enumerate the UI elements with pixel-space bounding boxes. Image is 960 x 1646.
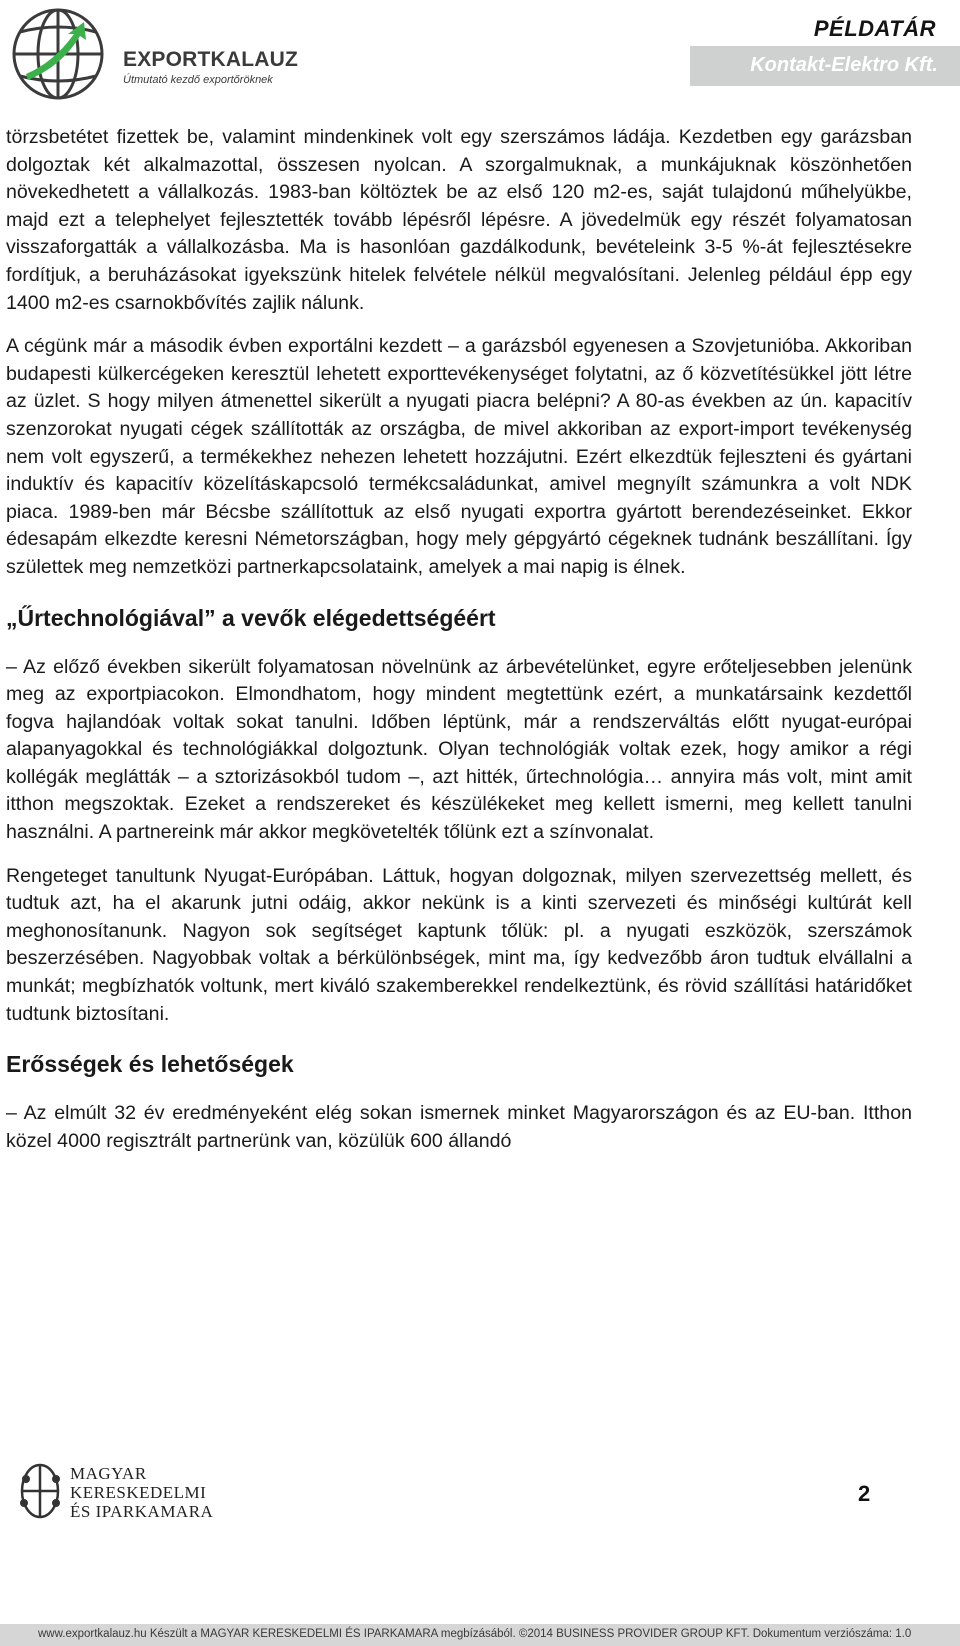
chamber-logo — [16, 1461, 216, 1521]
chamber-line: MAGYAR — [70, 1464, 147, 1483]
page-title: PÉLDATÁR — [813, 16, 936, 41]
paragraph: – Az előző években sikerült folyamatosan növelnünk az árbevételünket, egyre erőteljesebben jelenünk meg az exportpiacokon. Elmondhatom, hogy mindent megtettünk ezért, a munkatársaink kezdettől fogva hajlandóak voltak sokat tanulni. Időben léptünk, már a rendszerváltás előtt nyugat-európai alapanyagokkal és technológiákkal dolgoztunk. Olyan technológiák voltak ezek, hogy amikor a régi kollégák meglátták – a sztorizásokból tudom –, azt hitték, űrtechnológia… annyira más volt, mint amit itthon megszoktak. Ezeket a rendszereket és készülékeket meg kellett ismerni, meg kellett tanulni használni. A partnereink már akkor megkövetelték tőlünk ezt a színvonalat. — [6, 655, 912, 844]
section-heading: „Űrtechnológiával” a vevők elégedettségéért — [6, 604, 496, 631]
page-number: 2 — [858, 1481, 871, 1506]
chamber-line: ÉS IPARKAMARA — [70, 1502, 214, 1521]
paragraph: – Az elmúlt 32 év eredményeként elég sokan ismernek minket Magyarországon és az EU-ban. Itthon közel 4000 regisztrált partnerünk van, közülük 600 állandó — [6, 1102, 912, 1152]
exportkalauz-logo — [6, 4, 299, 104]
article-body — [6, 124, 912, 1171]
chamber-emblem-icon — [16, 1461, 66, 1521]
logo-name: EXPORTKALAUZ — [123, 48, 299, 71]
logo-tagline: Útmutató kezdő exportőröknek — [123, 74, 273, 86]
company-name: Kontakt-Elektro Kft. — [750, 54, 938, 76]
footer-text: www.exportkalauz.hu Készült a MAGYAR KERESKEDELMI ÉS IPARKAMARA megbízásából. ©2014 BUSINESS PROVIDER GROUP KFT. Dokumentum verziószáma: 1.0 — [38, 1628, 912, 1640]
section-heading: Erősségek és lehetőségek — [6, 1051, 294, 1078]
paragraph: Rengeteget tanultunk Nyugat-Európában. Láttuk, hogyan dolgoznak, milyen szervezettség mellett, és tudtuk azt, ha el akarunk jutni odáig, akkor nekünk is a kinti szervezeti és minőségi kultúrát kell meghonosítanunk. Nagyon sok segítséget kaptunk tőlük: pl. a nyugati eszközök, szerszámok beszerzésében. Nagyobbak voltak a bérkülönbségek, mint ma, így kedvezőbb áron tudtuk elvállalni a munkát; megbízhatók voltunk, mert kiváló szakemberekkel rendelkeztünk, és rövid szállítási határidőket tudtunk biztosítani. — [6, 864, 912, 1025]
page-header — [0, 0, 960, 118]
chamber-line: KERESKEDELMI — [70, 1483, 207, 1502]
chamber-name — [70, 1464, 213, 1521]
paragraph: törzsbetétet fizettek be, valamint mindenkinek volt egy szerszámos ládája. Kezdetben egy garázsban dolgoztak két alkalmazottal, összesen nyolcan. A szorgalmuknak, a munkájuknak köszönhetően növekedhetett a vállalkozás. 1983-ban költöztek be az első 120 m2-es, saját tulajdonú műhelyükbe, majd ezt a telephelyet fejlesztették tovább lépésről lépésre. A jövedelmük egy részét folyamatosan visszaforgatták a vállalkozásba. Ma is hasonlóan gazdálkodunk, bevételeink 3-5 %-át fejlesztésekre fordítjuk, a beruházásokat igyekszünk hitelek felvétele nélkül megvalósítani. Jelenleg például épp egy 1400 m2-es csarnokbővítés zajlik nálunk. — [6, 126, 912, 314]
paragraph: A cégünk már a második évben exportálni kezdett – a garázsból egyenesen a Szovjetunióba. Akkoriban budapesti külkercégeken keresztül lehetett exporttevékenységet folytatni, az ő közvetítésükkel jött létre az üzlet. S hogy milyen átmenettel sikerült a nyugati piacra belépni? A 80-as években az ún. kapacitív szenzorokat nyugati cégek szállították az országba, de mivel akkoriban az export-import tevékenység nem volt egyszerű, a termékekhez nehezen lehetett hozzájutni. Ezért elkezdtük fejleszteni és gyártani induktív és kapacitív közelításkapcsoló termékcsaládunkat, amivel megnyílt számunkra a volt NDK piaca. 1989-ben már Bécsbe szállítottuk az első nyugati exportra gyártott berendezéseinket. Ekkor édesapám elkezdte keresni Németországban, hogy mely gépgyártó cégeknek tudnánk beszállítani. Így születtek meg nemzetközi partnerkapcsolataink, amelyek a mai napig is élnek. — [6, 335, 912, 578]
globe-icon — [6, 4, 118, 104]
